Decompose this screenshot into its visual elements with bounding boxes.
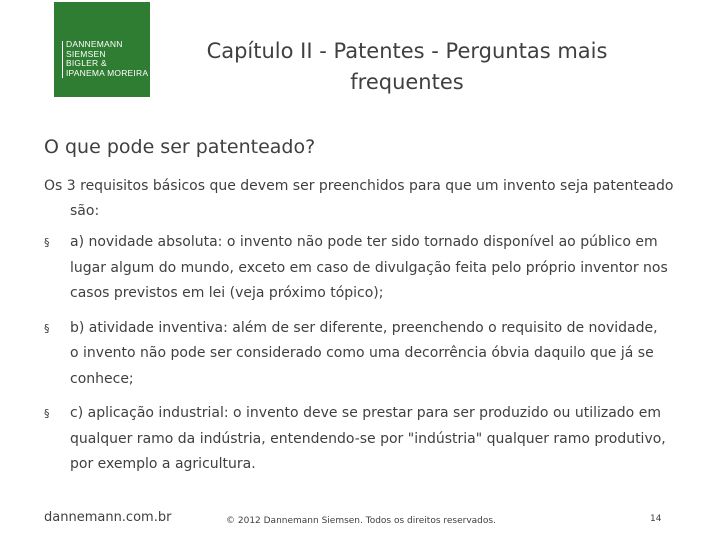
- bullet-icon: §: [44, 321, 50, 335]
- bullet-icon: §: [44, 407, 50, 420]
- intro-paragraph: Os 3 requisitos básicos que devem ser preenchidos para que um invento seja patenteado são:: [44, 178, 674, 219]
- list-item-text: b) atividade inventiva: além de ser diferente, preenchendo o requisito de novidade, o invento não pode ser considerado como uma decorrência óbvia daquilo que já se conhece;: [70, 319, 658, 387]
- list-item-text: c) aplicação industrial: o invento deve se prestar para ser produzido ou utilizado em qualquer ramo da indústria, entendendo-se por "indústria" qualquer ramo produtivo, por exemplo a agricultura.: [70, 405, 666, 472]
- footer-website: dannemann.com.br: [44, 510, 172, 525]
- footer-copyright: © 2012 Dannemann Siemsen. Todos os direitos reservados.: [226, 516, 496, 526]
- company-logo: [54, 2, 150, 97]
- bullet-icon: §: [44, 236, 50, 249]
- list-item: [44, 316, 668, 393]
- logo-text: DANNEMANN SIEMSEN BIGLER & IPANEMA MOREIRA: [66, 39, 149, 78]
- slide-title: Capítulo II - Patentes - Perguntas mais frequentes: [206, 39, 608, 94]
- section-heading: O que pode ser patenteado?: [44, 136, 316, 158]
- list-item: [44, 401, 668, 478]
- requirements-list: [44, 230, 668, 487]
- list-item: [44, 230, 668, 307]
- page-number: 14: [650, 514, 662, 524]
- list-item-text: a) novidade absoluta: o invento não pode ter sido tornado disponível ao público em lugar algum do mundo, exceto em caso de divulgação feita pelo próprio inventor nos casos previstos em lei (veja próximo tópico);: [70, 234, 668, 301]
